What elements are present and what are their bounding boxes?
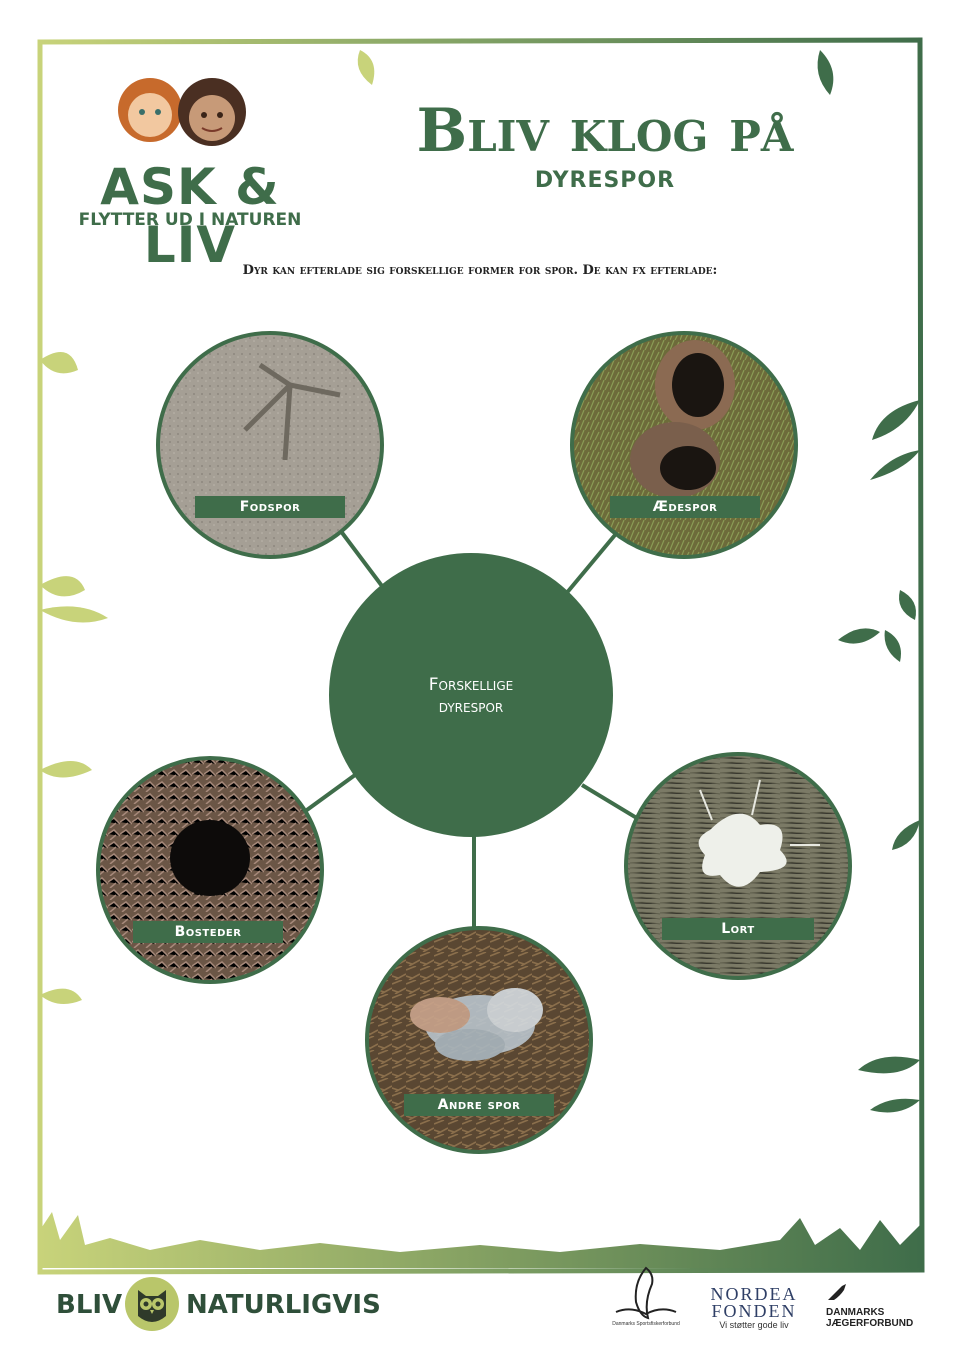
label-fodspor: Fodspor [195,496,345,518]
logo-title: ASK & LIV [100,158,280,274]
center-line-2: dyrespor [438,697,504,717]
nordea-line-2: FONDEN [711,1301,797,1321]
page-title: Bliv klog på [416,96,794,166]
node-aedespor-photo [572,333,796,557]
node-bosteder-photo [98,758,322,982]
node-lort-photo [626,754,850,978]
label-bosteder: Bosteder [133,921,283,943]
owl-icon [124,1276,180,1332]
ask-og-liv-logo [60,70,320,274]
center-line-1: Forskellige [428,675,514,695]
label-aedespor: Ædespor [610,496,760,518]
logo-subtitle: FLYTTER UD I NATUREN [78,210,302,230]
node-fodspor-photo [158,333,382,557]
node-andre-spor-photo [367,928,591,1152]
footer-bliv-text: BLIV [56,1290,123,1320]
nordea-tagline: Vi støtter gode liv [719,1320,789,1330]
footer-naturligvis-text: NATURLIGVIS [186,1290,381,1320]
characters-illustration [60,70,320,165]
leaf-decoration-dark [818,50,920,1112]
page-subtitle: DYRESPOR [534,168,676,193]
center-node-label [330,674,612,718]
label-andre-spor: Andre spor [404,1094,554,1116]
djf-line-2: JÆGERFORBUND [826,1318,914,1329]
nordea-line-1: NORDEA [710,1284,798,1304]
jaegerforbund-logo [826,1307,913,1329]
grass-decoration [40,1212,920,1268]
bird-icon [826,1282,852,1304]
intro-text: Dyr kan efterlade sig forskellige former for spor. De kan fx efterlade: [242,263,718,278]
label-lort: Lort [662,918,814,940]
djf-line-1: DANMARKS [826,1307,885,1318]
sponsor-1-name: Danmarks Sportsfiskerforbund [612,1321,680,1327]
nordea-fonden-logo [704,1286,804,1320]
